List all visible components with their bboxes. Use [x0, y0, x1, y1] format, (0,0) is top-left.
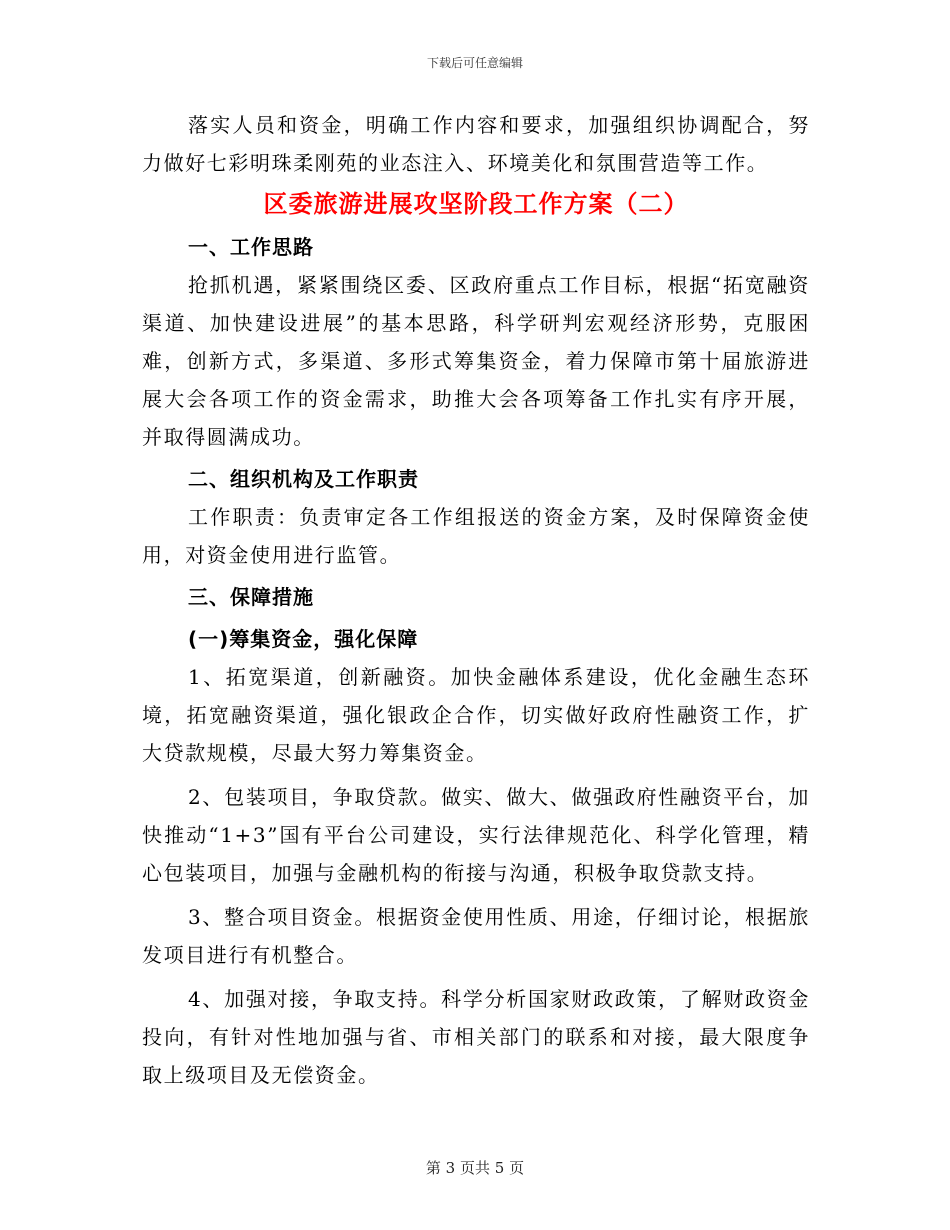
page-footer: 第 3 页共 5 页 [425, 1159, 525, 1177]
section-3-subheading: (一)筹集资金，强化保障 [188, 627, 419, 651]
section-3-paragraph-1: 1、拓宽渠道，创新融资。加快金融体系建设，优化金融生态环境，拓宽融资渠道，强化银政企合作，切实做好政府性融资工作，扩大贷款规模，尽最大努力筹集资金。 [142, 665, 810, 765]
header-note: 下载后可任意编辑 [426, 56, 523, 70]
section-1-paragraph-1: 抢抓机遇，紧紧围绕区委、区政府重点工作目标，根据“拓宽融资渠道、加快建设进展”的基本思路，科学研判宏观经济形势，克服困难，创新方式，多渠道、多形式筹集资金，着力保障市第十届旅游进展大会各项工作的资金需求，助推大会各项筹备工作扎实有序开展，并取得圆满成功。 [142, 273, 810, 449]
section-2-paragraph-1: 工作职责：负责审定各工作组报送的资金方案，及时保障资金使用，对资金使用进行监管。 [142, 505, 810, 567]
section-3-paragraph-2: 2、包装项目，争取贷款。做实、做大、做强政府性融资平台，加快推动“1+3”国有平台公司建设，实行法律规范化、科学化管理，精心包装项目，加强与金融机构的衔接与沟通，积极争取贷款支持。 [142, 785, 810, 885]
section-3-paragraph-3: 3、整合项目资金。根据资金使用性质、用途，仔细讨论，根据旅发项目进行有机整合。 [142, 905, 810, 967]
document-body [142, 106, 810, 1094]
section-heading-1: 一、工作思路 [188, 235, 314, 259]
section-heading-2: 二、组织机构及工作职责 [188, 467, 419, 491]
intro-paragraph: 落实人员和资金，明确工作内容和要求，加强组织协调配合，努力做好七彩明珠柔刚苑的业态注入、环境美化和氛围营造等工作。 [142, 113, 810, 175]
document-title: 区委旅游进展攻坚阶段工作方案（二） [263, 190, 689, 218]
section-3-paragraph-4: 4、加强对接，争取支持。科学分析国家财政政策，了解财政资金投向，有针对性地加强与省、市相关部门的联系和对接，最大限度争取上级项目及无偿资金。 [142, 987, 810, 1087]
section-heading-3: 三、保障措施 [188, 585, 314, 609]
